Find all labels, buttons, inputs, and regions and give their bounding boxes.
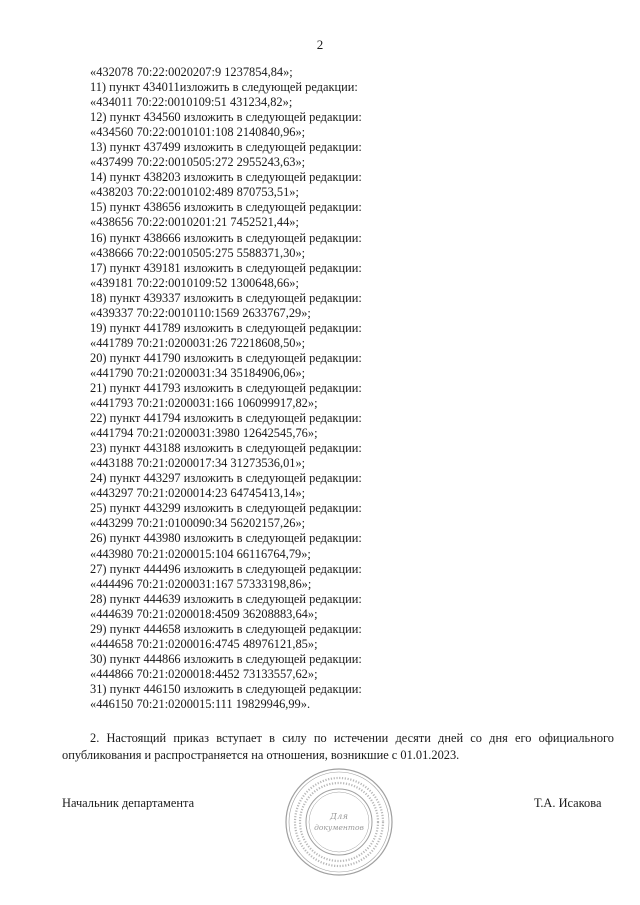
amendment-value-line: «441790 70:21:0200031:34 35184906,06»; [90,365,306,380]
amendment-value-line: «443299 70:21:0100090:34 56202157,26»; [90,516,306,531]
signatory-position: Начальник департамента [62,796,195,810]
amendment-item-line: 14) пункт 438203 изложить в следующей редакции: [90,170,362,185]
amendment-item-line: 22) пункт 441794 изложить в следующей редакции: [90,411,362,426]
amendment-item-line: 25) пункт 443299 изложить в следующей редакции: [90,501,362,516]
amendment-value-line: «434011 70:22:0010109:51 431234,82»; [90,95,293,110]
signatory-name: Т.А. Исакова [534,796,602,810]
amendment-item-line: 19) пункт 441789 изложить в следующей редакции: [90,320,362,335]
amendment-item-line: 21) пункт 441793 изложить в следующей редакции: [90,380,362,395]
amendment-value-line: «439337 70:22:0010110:1569 2633767,29»; [90,305,311,320]
amendment-item-line: 30) пункт 444866 изложить в следующей редакции: [90,651,362,666]
amendment-item-line: 15) пункт 438656 изложить в следующей редакции: [90,200,362,215]
amendment-item-line: 28) пункт 444639 изложить в следующей редакции: [90,591,362,606]
amendment-value-line: «446150 70:21:0200015:111 19829946,99». [90,696,311,711]
amendment-value-line: «434560 70:22:0010101:108 2140840,96»; [90,125,306,140]
amendment-value-line: «441793 70:21:0200031:166 106099917,82»; [90,396,318,411]
amendment-value-line: «437499 70:22:0010505:272 2955243,63»; [90,155,306,170]
amendment-value-line: «439181 70:22:0010109:52 1300648,66»; [90,275,299,290]
amendment-value-line: «444639 70:21:0200018:4509 36208883,64»; [90,606,318,621]
amendment-value-line: «441789 70:21:0200031:26 72218608,50»; [90,335,306,350]
amendment-item-line: 29) пункт 444658 изложить в следующей редакции: [90,621,362,636]
amendment-value-line: «441794 70:21:0200031:3980 12642545,76»; [90,426,318,441]
amendment-value-line: «444866 70:21:0200018:4452 73133557,62»; [90,666,318,681]
amendment-value-line: «438666 70:22:0010505:275 5588371,30»; [90,245,306,260]
official-stamp [284,767,394,877]
stamp-text-1: Для [330,812,348,822]
amendment-value-line: «443980 70:21:0200015:104 66116764,79»; [90,546,311,561]
amendment-item-line: 27) пункт 444496 изложить в следующей редакции: [90,561,362,576]
amendment-value-line: «438203 70:22:0010102:489 870753,51»; [90,185,299,200]
amendment-item-line: 11) пункт 434011изложить в следующей редакции: [90,80,358,95]
amendment-item-line: 24) пункт 443297 изложить в следующей редакции: [90,471,362,486]
stamp-text-2: документов [314,823,364,832]
amendment-item-line: 17) пункт 439181 изложить в следующей редакции: [90,260,362,275]
paragraph-2: 2. Настоящий приказ вступает в силу по истечении десяти дней со дня его официального опубликования и распространяется на отношения, возникшие с 01.01.2023. [62,731,614,762]
amendment-item-line: 18) пункт 439337 изложить в следующей редакции: [90,290,362,305]
amendment-value-line: «444658 70:21:0200016:4745 48976121,85»; [90,636,318,651]
amendment-value-line: «443188 70:21:0200017:34 31273536,01»; [90,456,306,471]
amendment-item-line: 20) пункт 441790 изложить в следующей редакции: [90,350,362,365]
amendment-item-line: 13) пункт 437499 изложить в следующей редакции: [90,140,362,155]
amendment-item-line: 16) пункт 438666 изложить в следующей редакции: [90,230,362,245]
order-amendments-list [90,65,610,712]
amendment-item-line: 31) пункт 446150 изложить в следующей редакции: [90,681,362,696]
amendment-item-line: 23) пункт 443188 изложить в следующей редакции: [90,441,362,456]
amendment-value-line: «443297 70:21:0200014:23 64745413,14»; [90,486,306,501]
page-number: 2 [316,37,324,52]
amendment-item-line: 12) пункт 434560 изложить в следующей редакции: [90,110,362,125]
amendment-value-line: «438656 70:22:0010201:21 7452521,44»; [90,215,299,230]
amendment-item-line: 26) пункт 443980 изложить в следующей редакции: [90,531,362,546]
amendment-value-line: «432078 70:22:0020207:9 1237854,84»; [90,65,293,79]
amendment-value-line: «444496 70:21:0200031:167 57333198,86»; [90,576,312,591]
